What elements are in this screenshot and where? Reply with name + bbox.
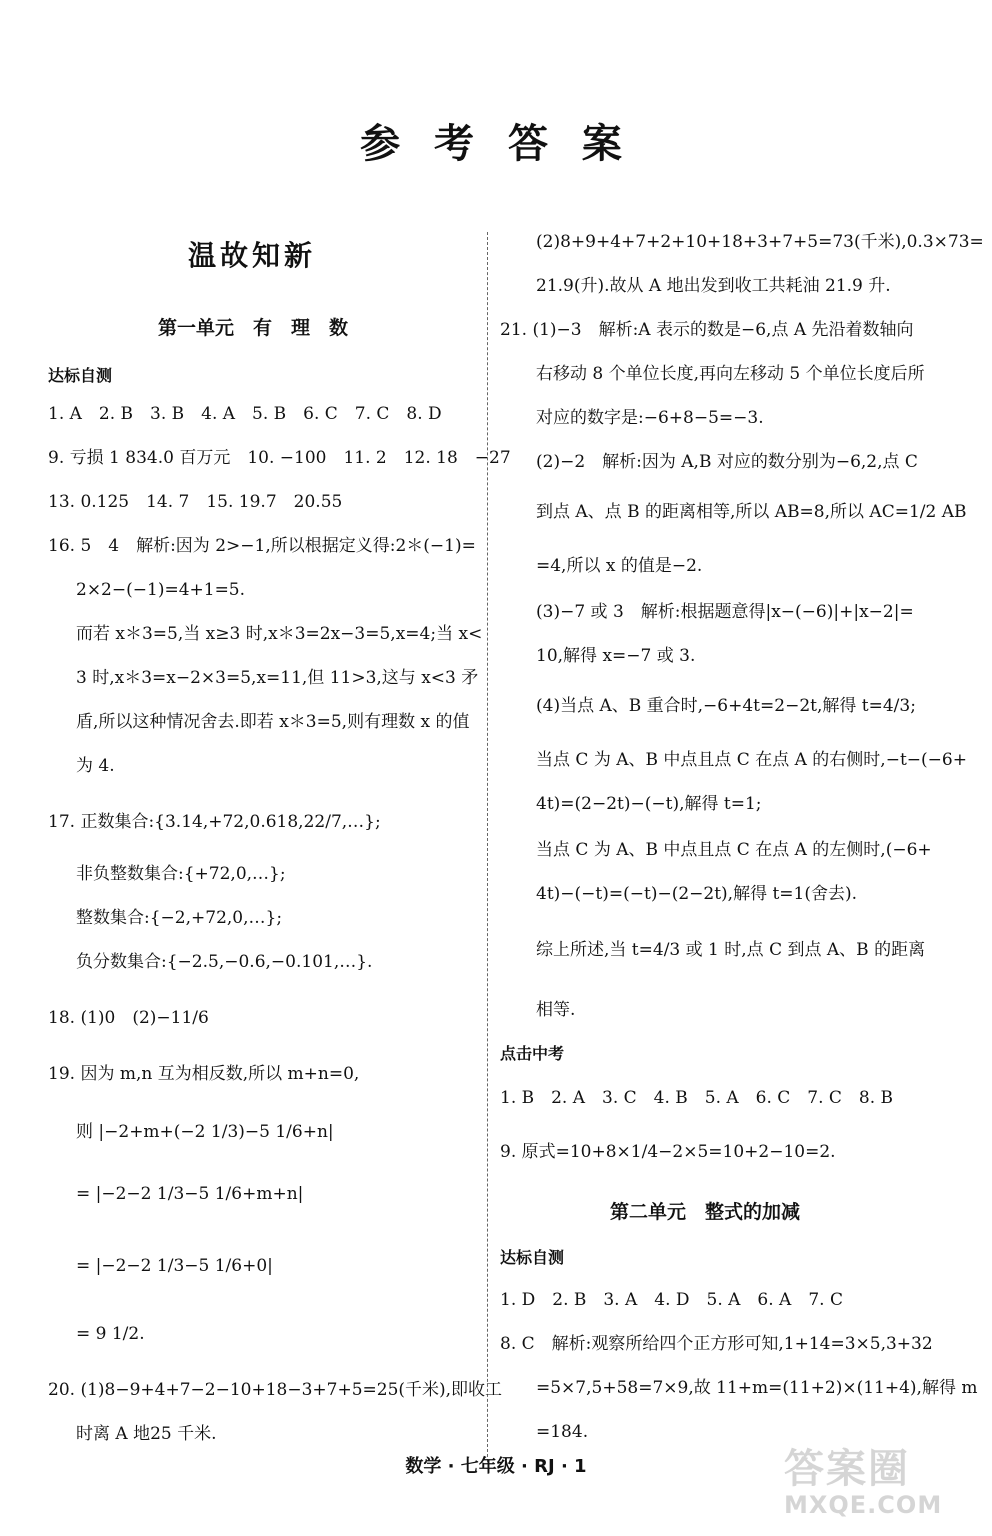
- section-heading: 温故知新: [188, 239, 317, 272]
- answer-line: 为 4.: [76, 756, 115, 776]
- answer-line: 2×2−(−1)=4+1=5.: [76, 580, 246, 600]
- answer-line: =4,所以 x 的值是−2.: [536, 556, 703, 576]
- answer-line: =5×7,5+58=7×9,故 11+m=(11+2)×(11+4),解得 m: [536, 1378, 978, 1398]
- answer-line: 而若 x＊3=5,当 x≥3 时,x＊3=2x−3=5,x=4;当 x<: [76, 624, 483, 644]
- answer-line: 8. C 解析:观察所给四个正方形可知,1+14=3×5,3+32: [500, 1334, 933, 1354]
- answer-line: 非负整数集合:{+72,0,…};: [76, 864, 286, 884]
- answer-line: 4t)=(2−2t)−(−t),解得 t=1;: [536, 794, 762, 814]
- answer-line: 当点 C 为 A、B 中点且点 C 在点 A 的左侧时,(−6+: [536, 840, 932, 860]
- answer-line: 1. D 2. B 3. A 4. D 5. A 6. A 7. C: [500, 1290, 843, 1310]
- answer-line: = 9 1/2.: [76, 1324, 145, 1344]
- answer-line: 13. 0.125 14. 7 15. 19.7 20.55: [48, 492, 343, 512]
- answer-line: 3 时,x＊3=x−2×3=5,x=11,但 11>3,这与 x<3 矛: [76, 668, 479, 688]
- answer-line: (2)8+9+4+7+2+10+18+3+7+5=73(千米),0.3×73=: [536, 232, 984, 252]
- answer-line: 17. 正数集合:{3.14,+72,0.618,22/7,…};: [48, 812, 381, 832]
- answer-line: 对应的数字是:−6+8−5=−3.: [536, 408, 764, 428]
- answer-line: 16. 5 4 解析:因为 2>−1,所以根据定义得:2＊(−1)=: [48, 536, 476, 556]
- answer-line: (2)−2 解析:因为 A,B 对应的数分别为−6,2,点 C: [536, 452, 918, 472]
- subheading: 达标自测: [48, 366, 113, 385]
- answer-line: 1. A 2. B 3. B 4. A 5. B 6. C 7. C 8. D: [48, 404, 442, 424]
- subheading: 达标自测: [500, 1248, 565, 1267]
- answer-line: 9. 原式=10+8×1/4−2×5=10+2−10=2.: [500, 1142, 836, 1162]
- answer-line: 时离 A 地25 千米.: [76, 1424, 217, 1444]
- answer-line: (4)当点 A、B 重合时,−6+4t=2−2t,解得 t=4/3;: [536, 696, 916, 716]
- answer-line: 21.9(升).故从 A 地出发到收工共耗油 21.9 升.: [536, 276, 891, 296]
- answer-line: 整数集合:{−2,+72,0,…};: [76, 908, 283, 928]
- answer-line: 4t)−(−t)=(−t)−(2−2t),解得 t=1(舍去).: [536, 884, 858, 904]
- answer-line: 则 |−2+m+(−2 1/3)−5 1/6+n|: [76, 1122, 334, 1142]
- answer-line: 盾,所以这种情况舍去.即若 x＊3=5,则有理数 x 的值: [76, 712, 470, 732]
- answer-line: 1. B 2. A 3. C 4. B 5. A 6. C 7. C 8. B: [500, 1088, 894, 1108]
- answer-line: = |−2−2 1/3−5 1/6+0|: [76, 1256, 273, 1276]
- answer-line: 右移动 8 个单位长度,再向左移动 5 个单位长度后所: [536, 364, 925, 384]
- watermark-bottom: MXQE.COM: [784, 1491, 943, 1519]
- column-divider: [487, 232, 488, 1462]
- answer-line: 综上所述,当 t=4/3 或 1 时,点 C 到点 A、B 的距离: [536, 940, 926, 960]
- answer-line: 当点 C 为 A、B 中点且点 C 在点 A 的右侧时,−t−(−6+: [536, 750, 967, 770]
- page-title: 参 考 答 案: [360, 121, 632, 167]
- subheading: 点击中考: [500, 1044, 565, 1063]
- answer-line: 到点 A、点 B 的距离相等,所以 AB=8,所以 AC=1/2 AB: [536, 502, 967, 522]
- answer-line: =184.: [536, 1422, 589, 1442]
- answer-line: 20. (1)8−9+4+7−2−10+18−3+7+5=25(千米),即收工: [48, 1380, 503, 1400]
- answer-line: (3)−7 或 3 解析:根据题意得|x−(−6)|+|x−2|=: [536, 602, 914, 622]
- watermark-logo: [784, 1446, 974, 1526]
- answer-line: 19. 因为 m,n 互为相反数,所以 m+n=0,: [48, 1064, 360, 1084]
- answer-line: 21. (1)−3 解析:A 表示的数是−6,点 A 先沿着数轴向: [500, 320, 914, 340]
- answer-line: 负分数集合:{−2.5,−0.6,−0.101,…}.: [76, 952, 373, 972]
- page-footer: 数学 · 七年级 · RJ · 1: [405, 1456, 587, 1477]
- answer-line: = |−2−2 1/3−5 1/6+m+n|: [76, 1184, 304, 1204]
- watermark-top: 答案圈: [784, 1446, 910, 1492]
- answer-line: 10,解得 x=−7 或 3.: [536, 646, 696, 666]
- unit-heading: 第一单元 有 理 数: [158, 317, 349, 339]
- answer-line: 18. (1)0 (2)−11/6: [48, 1008, 209, 1028]
- unit-heading: 第二单元 整式的加减: [610, 1201, 801, 1223]
- answer-line: 9. 亏损 1 834.0 百万元 10. −100 11. 2 12. 18 −27: [48, 448, 511, 468]
- answer-line: 相等.: [536, 1000, 576, 1020]
